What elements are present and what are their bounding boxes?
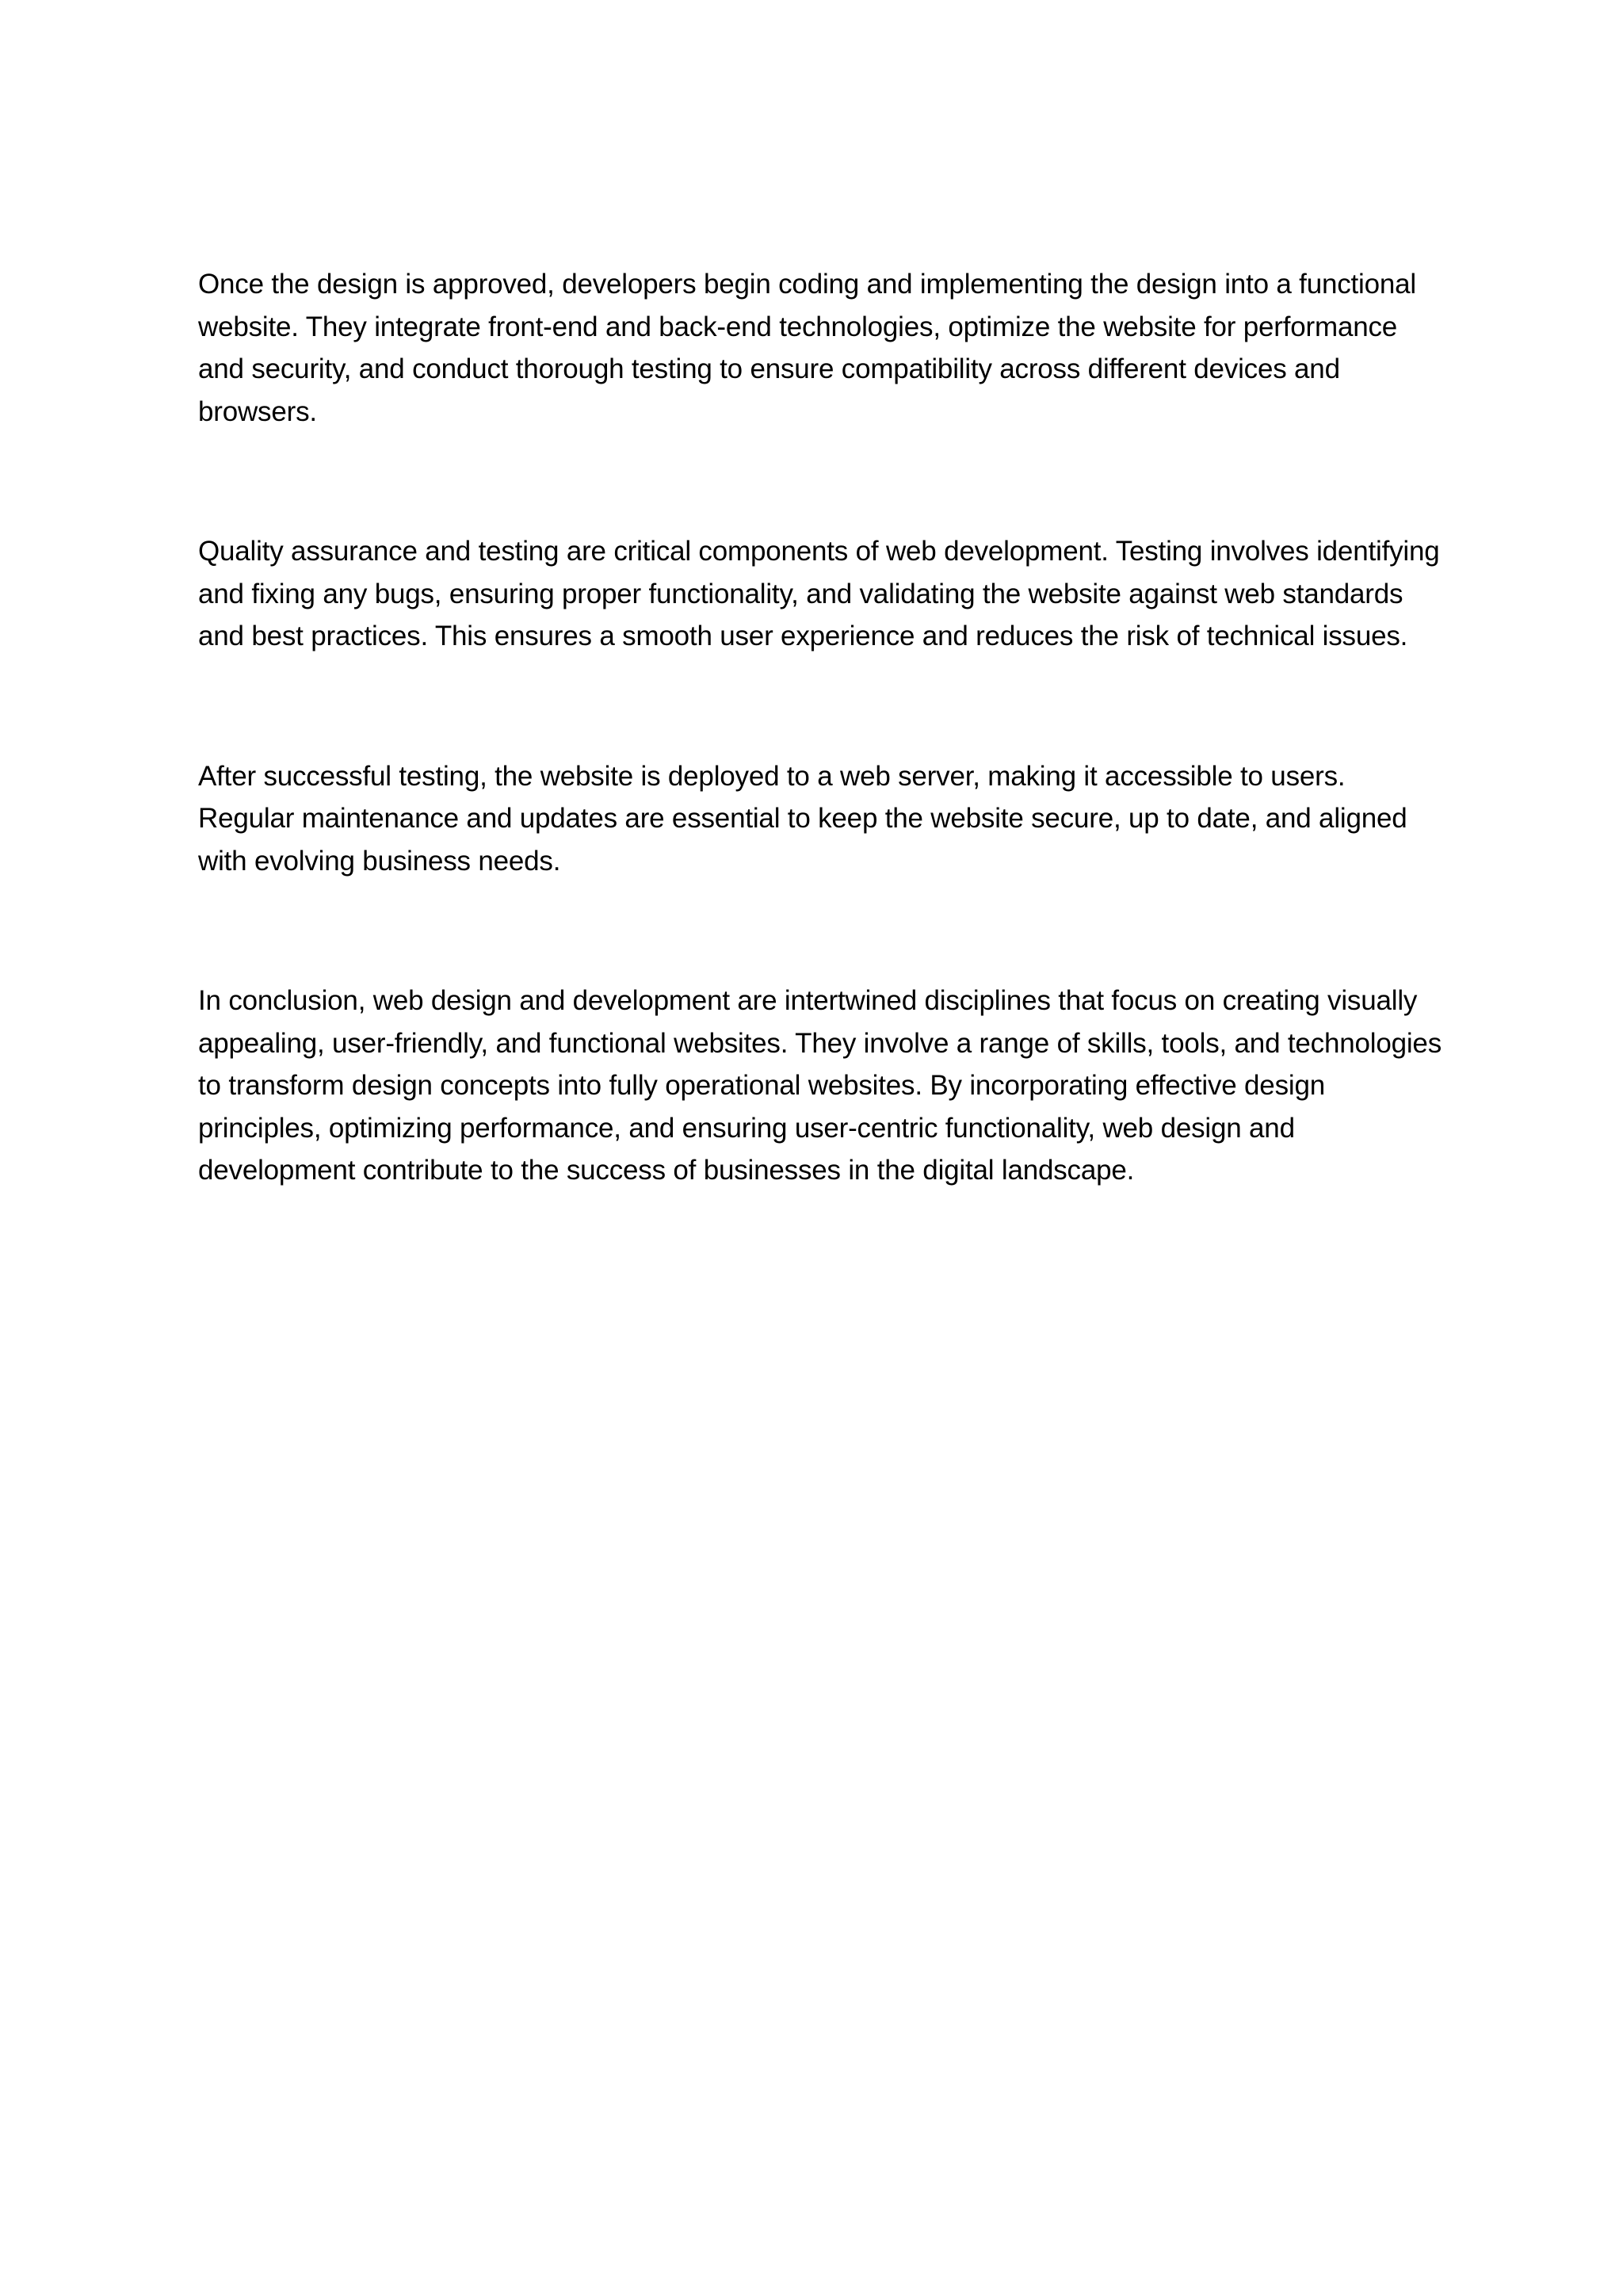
paragraph-quality-assurance: Quality assurance and testing are critical components of web development. Testing involves identifying and fixing any bugs, ensuring proper functionality, and validating the website against web standards and best practices. This ensures a smooth user experience and reduces the risk of technical issues. [198, 536, 1440, 651]
document-body [198, 263, 1442, 1192]
paragraph-development: Once the design is approved, developers begin coding and implementing the design into a functional website. They integrate front-end and back-end technologies, optimize the website for performance and security, and conduct thorough testing to ensure compatibility across different devices and browsers. [198, 269, 1416, 427]
paragraph-deployment: After successful testing, the website is deployed to a web server, making it accessible to users. Regular maintenance and updates are essential to keep the website secure, up to date, and aligned with evolving business needs. [198, 760, 1407, 877]
paragraph-conclusion: In conclusion, web design and development are intertwined disciplines that focus on creating visually appealing, user-friendly, and functional websites. They involve a range of skills, tools, and technologies to transform design concepts into fully operational websites. By incorporating effective design principles, optimizing performance, and ensuring user-centric functionality, web design and development contribute to the success of businesses in the digital landscape. [198, 985, 1442, 1186]
